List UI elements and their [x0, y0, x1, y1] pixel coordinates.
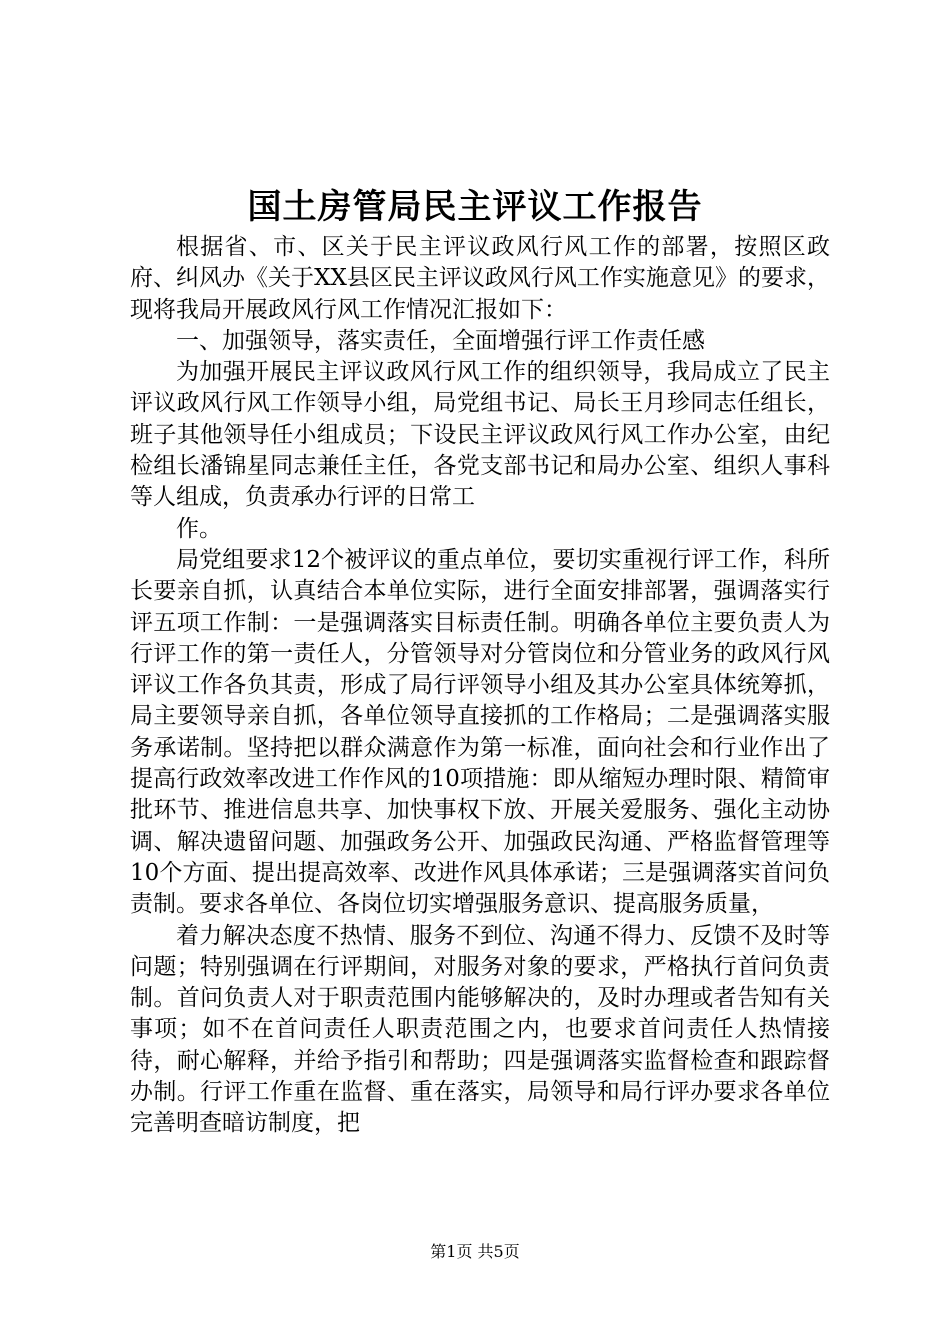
page-number: 第1页 共5页: [430, 1242, 520, 1261]
document-title: 国土房管局民主评议工作报告: [247, 187, 703, 227]
paragraph-leadership: 为加强开展民主评议政风行风工作的组织领导，我局成立了民主评议政风行风工作领导小组，局党组书记、局长王月珍同志任组长，班子其他领导任小组成员；下设民主评议政风行风工作办公室，由纪检组长潘锦星同志兼任主任，各党支部书记和局办公室、组织人事科等人组成，负责承办行评的日常工: [130, 359, 830, 511]
paragraph-first-responsibility: 着力解决态度不热情、服务不到位、沟通不得力、反馈不及时等问题；特别强调在行评期间，对服务对象的要求，严格执行首问负责制。首问负责人对于职责范围内能够解决的，及时办理或者告知有关事项；如不在首问责任人职责范围之内，也要求首问责任人热情接待，耐心解释，并给予指引和帮助；四是强调落实监督检查和跟踪督办制。行评工作重在监督、重在落实，局领导和局行评办要求各单位完善明查暗访制度，把: [130, 922, 830, 1137]
paragraph-party-requirements: 局党组要求12个被评议的重点单位，要切实重视行评工作，科所长要亲自抓，认真结合本单位实际，进行全面安排部署，强调落实行评五项工作制：一是强调落实目标责任制。明确各单位主要负责人为行评工作的第一责任人，分管领导对分管岗位和分管业务的政风行风评议工作各负其责，形成了局行评领导小组及其办公室具体统筹抓，局主要领导亲自抓，各单位领导直接抓的工作格局；二是强调落实服务承诺制。坚持把以群众满意作为第一标准，面向社会和行业作出了提高行政效率改进工作作风的10项措施：即从缩短办理时限、精简审批环节、推进信息共享、加快事权下放、开展关爱服务、强化主动协调、解决遗留问题、加强政务公开、加强政民沟通、严格监督管理等10个方面、提出提高效率、改进作风具体承诺；三是强调落实首问负责制。要求各单位、各岗位切实增强服务意识、提高服务质量，: [130, 546, 830, 918]
paragraph-intro: 根据省、市、区关于民主评议政风行风工作的部署，按照区政府、纠风办《关于XX县区民主评议政风行风工作实施意见》的要求，现将我局开展政风行风工作情况汇报如下：: [130, 234, 830, 323]
document-body: [130, 232, 830, 1140]
paragraph-leadership-end: 作。: [176, 515, 222, 542]
section-heading-1: 一、加强领导，落实责任，全面增强行评工作责任感: [176, 327, 705, 354]
